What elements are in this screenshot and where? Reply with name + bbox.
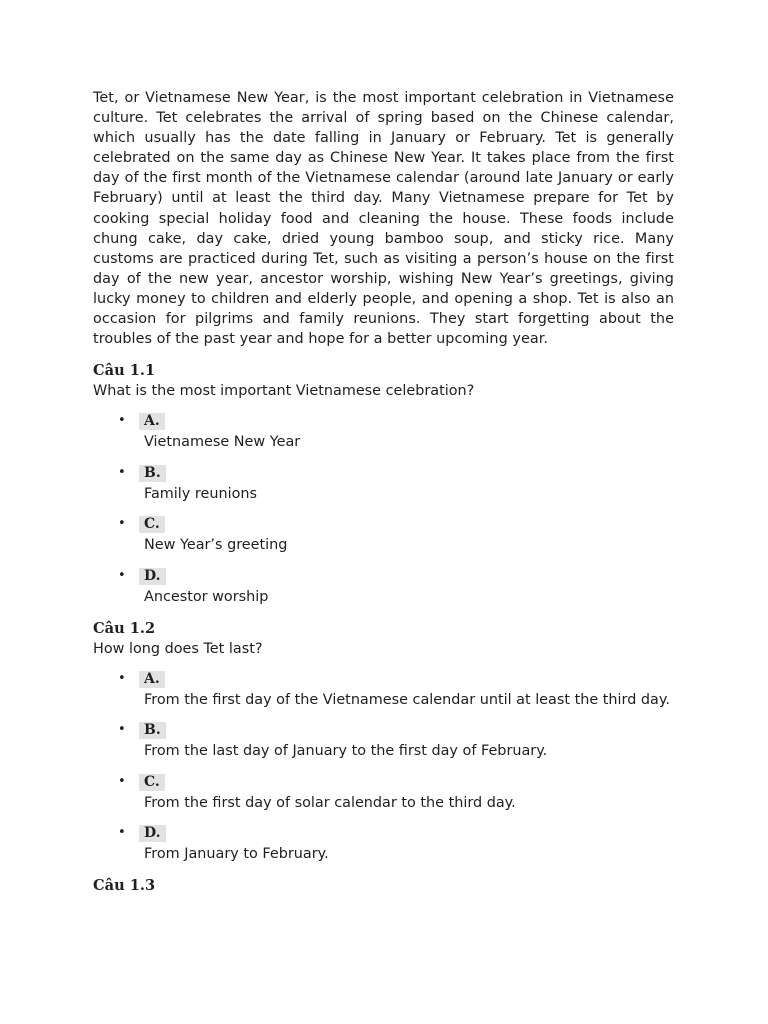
- question-text: How long does Tet last?: [93, 640, 263, 657]
- answer-option-d[interactable]: [93, 822, 674, 864]
- answer-options: [93, 410, 674, 607]
- answer-option-a[interactable]: [93, 410, 674, 452]
- bullet-icon: •: [118, 464, 126, 480]
- option-letter[interactable]: D.: [139, 825, 166, 842]
- option-text: From the first day of the Vietnamese calendar until at least the third day.: [144, 691, 670, 708]
- answer-option-b[interactable]: [93, 719, 674, 761]
- bullet-icon: •: [118, 722, 126, 738]
- option-text: From January to February.: [144, 846, 329, 863]
- option-letter[interactable]: B.: [139, 722, 166, 739]
- document-page: [93, 88, 674, 896]
- bullet-icon: •: [118, 825, 126, 841]
- option-letter[interactable]: A.: [139, 413, 165, 430]
- answer-option-a[interactable]: [93, 668, 674, 710]
- option-letter[interactable]: C.: [139, 516, 165, 533]
- bullet-icon: •: [118, 773, 126, 789]
- answer-option-c[interactable]: [93, 771, 674, 813]
- answer-options: [93, 668, 674, 865]
- question-1-2: [93, 619, 674, 865]
- bullet-icon: •: [118, 567, 126, 583]
- answer-option-b[interactable]: [93, 462, 674, 504]
- bullet-icon: •: [118, 516, 126, 532]
- reading-passage: Tet, or Vietnamese New Year, is the most important celebration in Vietnamese culture. Tet celebrates the arrival of spring based on the Chinese calendar, which usually has the date falling in January or February. Tet is generally celebrated on the same day as Chinese New Year. It takes place from the first day of the first month of the Vietnamese calendar (around late January or early February) until at least the third day. Many Vietnamese prepare for Tet by cooking special holiday food and cleaning the house. These foods include chung cake, day cake, dried young bamboo soup, and sticky rice. Many customs are practiced during Tet, such as visiting a person’s house on the first day of the new year, ancestor worship, wishing New Year’s greetings, giving lucky money to children and elderly people, and opening a shop. Tet is also an occasion for pilgrims and family reunions. They start forgetting about the troubles of the past year and hope for a better upcoming year.: [93, 90, 674, 348]
- bullet-icon: •: [118, 670, 126, 686]
- question-1-1: [93, 361, 674, 607]
- question-title: Câu 1.1: [93, 362, 156, 380]
- answer-option-c[interactable]: [93, 513, 674, 555]
- question-1-3: [93, 876, 674, 896]
- bullet-icon: •: [118, 413, 126, 429]
- question-title: Câu 1.3: [93, 877, 156, 895]
- option-text: From the first day of solar calendar to the third day.: [144, 794, 516, 811]
- option-text: Vietnamese New Year: [144, 434, 301, 451]
- question-text: What is the most important Vietnamese celebration?: [93, 383, 475, 400]
- option-text: Ancestor worship: [144, 588, 269, 605]
- option-letter[interactable]: D.: [139, 568, 166, 585]
- option-text: From the last day of January to the first day of February.: [144, 743, 548, 760]
- option-text: Family reunions: [144, 485, 257, 502]
- option-letter[interactable]: C.: [139, 774, 165, 791]
- question-title: Câu 1.2: [93, 619, 156, 637]
- option-letter[interactable]: A.: [139, 671, 165, 688]
- option-letter[interactable]: B.: [139, 465, 166, 482]
- option-text: New Year’s greeting: [144, 537, 288, 554]
- answer-option-d[interactable]: [93, 565, 674, 607]
